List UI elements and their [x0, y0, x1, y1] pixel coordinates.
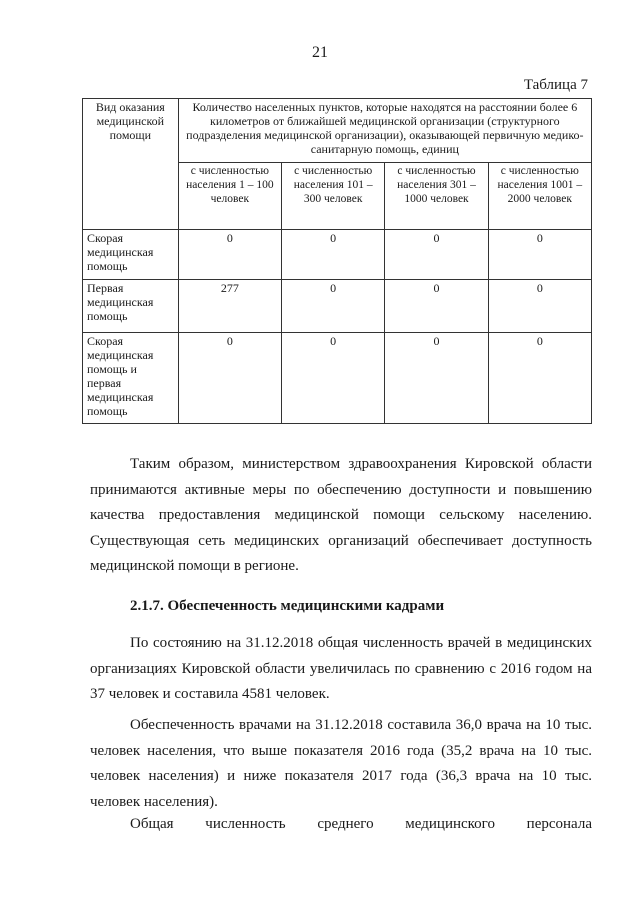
rural-access-table — [82, 98, 592, 424]
cell-value: 0 — [385, 230, 488, 280]
table-caption: Таблица 7 — [523, 77, 588, 93]
row-label: Скорая медицинская помощь — [83, 230, 179, 280]
row-label: Первая медицинская помощь — [83, 280, 179, 333]
pop-1-100-header: с численностью населения 1 – 100 человек — [178, 163, 281, 230]
pop-1001-2000-header: с численностью населения 1001 – 2000 человек — [488, 163, 591, 230]
pop-301-1000-header: с численностью населения 301 – 1000 человек — [385, 163, 488, 230]
care-type-header: Вид оказания медицинской помощи — [83, 99, 179, 230]
table-row — [83, 280, 592, 333]
cell-value: 0 — [282, 333, 385, 424]
cell-value: 0 — [385, 333, 488, 424]
pop-101-300-header: с численностью населения 101 – 300 человек — [282, 163, 385, 230]
cell-value: 0 — [488, 333, 591, 424]
cell-value: 0 — [385, 280, 488, 333]
page-number: 21 — [312, 44, 328, 61]
nurses-paragraph-start: Общая численность среднего медицинского персонала — [130, 816, 592, 832]
section-title: 2.1.7. Обеспеченность медицинскими кадрами — [130, 598, 445, 614]
conclusion-paragraph: Таким образом, министерством здравоохранения Кировской области принимаются активные меры по обеспечению доступности и повышению качества предоставления медицинской помощи сельскому населению. Существующая сеть медицинских организаций обеспечивает доступность медицинской помощи в регионе. — [90, 456, 592, 574]
cell-value: 0 — [178, 333, 281, 424]
cell-value: 0 — [488, 230, 591, 280]
settlements-count-header: Количество населенных пунктов, которые находятся на расстоянии более 6 километров от ближайшей медицинской организации (структурного подразделения медицинской организации), оказывающей первичную медико-санитарную помощь, единиц — [178, 99, 591, 163]
cell-value: 277 — [178, 280, 281, 333]
cell-value: 0 — [282, 280, 385, 333]
cell-value: 0 — [178, 230, 281, 280]
table-row — [83, 333, 592, 424]
doctors-ratio-paragraph: Обеспеченность врачами на 31.12.2018 составила 36,0 врача на 10 тыс. человек населения, что выше показателя 2016 года (35,2 врача на 10 тыс. человек населения) и ниже показателя 2017 года (36,3 врача на 10 тыс. человек населения). — [90, 717, 592, 810]
table-row — [83, 230, 592, 280]
cell-value: 0 — [488, 280, 591, 333]
doctors-count-paragraph: По состоянию на 31.12.2018 общая численность врачей в медицинских организациях Кировской области увеличилась по сравнению с 2016 годом на 37 человек и составила 4581 человек. — [90, 635, 592, 702]
row-label: Скорая медицинская помощь и первая медицинская помощь — [83, 333, 179, 424]
cell-value: 0 — [282, 230, 385, 280]
